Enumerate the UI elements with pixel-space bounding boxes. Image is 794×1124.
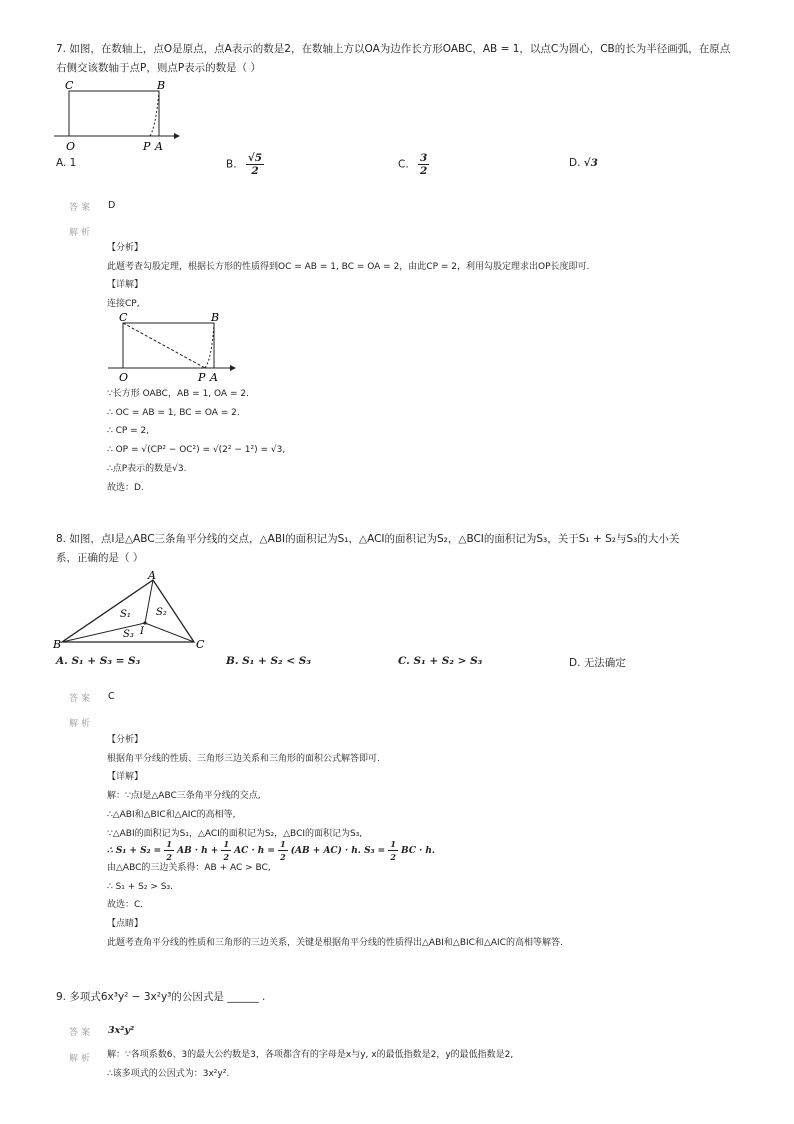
q8-analysis-line: 【点睛】 [107, 919, 144, 930]
q8-analysis-equation: ∴ S₁ + S₂ = $\frac{1}{2}$ AB · h + $\frac{1}{2}$ AC · h = $\frac{1}{2}$ (AB + AC) · h. S₃ = $\frac{1}{2}$ BC · h. [107, 839, 436, 862]
q8-label-A: A [148, 569, 156, 582]
q8-analysis-head [107, 731, 767, 843]
q7-option-b: B. $\frac{√5}{2}$ [226, 152, 263, 177]
q8-analysis-line: 由△ABC的三边关系得：AB + AC > BC, [107, 863, 271, 873]
q8-analysis-line: ∵△ABI的面积记为S₁，△ACI的面积记为S₂，△BCI的面积记为S₃, [107, 828, 363, 839]
q8-analysis-tail [107, 859, 767, 953]
q7-label-P: P [143, 140, 151, 153]
q8-label-S3: S₃ [123, 629, 134, 640]
q8-option-c: C. S₁ + S₂ > S₃ [398, 655, 483, 667]
q8-analysis-line: ∴ S₁ + S₂ > S₃. [107, 881, 173, 892]
q8-answer: C [108, 691, 115, 702]
q7s-label-O: O [119, 371, 129, 384]
q7-figure [52, 78, 182, 154]
q7-analysis-line: ∴ OP = √(CP² − OC²) = √(2² − 1²) = √3, [107, 445, 286, 456]
q7-analysis-label: 解析 [69, 228, 94, 238]
q8-analysis-line: ∴△ABI和△BIC和△AIC的高相等, [107, 809, 236, 820]
q9-answer-label: 答案 [69, 1028, 94, 1038]
q7s-label-C: C [119, 311, 128, 324]
q8-label-S2: S₂ [156, 607, 167, 618]
q7-analysis-line: 连接CP, [107, 299, 140, 310]
q7-stem-line1: 7. 如图，在数轴上，点O是原点，点A表示的数是2，在数轴上方以OA为边作长方形OABC，AB = 1，以点C为圆心，CB的长为半径画弧，在原点 [56, 43, 731, 55]
q8-label-I: I [140, 626, 144, 637]
q8-option-a: A. S₁ + S₃ = S₃ [56, 655, 141, 667]
q8-option-d: D. 无法确定 [569, 657, 626, 669]
q8-analysis-line: 根据角平分线的性质、三角形三边关系和三角形的面积公式解答即可. [107, 753, 380, 764]
q7-analysis-line: ∴点P表示的数是√3. [107, 463, 187, 474]
q8-answer-label: 答案 [69, 694, 94, 704]
q7-label-A: A [155, 140, 163, 153]
q7-analysis-line: ∴ CP = 2, [107, 426, 150, 437]
q7-analysis-line: 故选：D. [107, 482, 144, 493]
q9-analysis [107, 1046, 767, 1083]
q7s-label-P: P [198, 371, 206, 384]
q9-analysis-line: 解：∵各项系数6、3的最大公约数是3，各项都含有的字母是x与y, x的最低指数是2，y的最低指数是2, [107, 1050, 514, 1060]
q8-analysis-line: 【分析】 [107, 735, 144, 745]
q7-analysis-line: ∴ OC = AB = 1, BC = OA = 2. [107, 407, 240, 418]
q7-label-C: C [65, 79, 74, 92]
q8-analysis-line: 解：∵点I是△ABC三条角平分线的交点, [107, 791, 261, 802]
q7s-label-A: A [210, 371, 218, 384]
q8-stem [56, 530, 786, 568]
q8-label-S1: S₁ [120, 609, 131, 620]
q7-label-B: B [157, 79, 166, 92]
q7-analysis-top [107, 239, 767, 314]
q7-solution-figure [106, 310, 241, 384]
q8-option-b: B. S₁ + S₂ < S₃ [226, 655, 311, 667]
q9-answer: 3x²y² [108, 1025, 135, 1036]
q7-stem-line2: 右侧交该数轴于点P，则点P表示的数是（ ） [56, 62, 262, 74]
q9-analysis-label: 解析 [69, 1054, 94, 1064]
q7-answer: D [108, 200, 116, 211]
q7-analysis-line: 此题考查勾股定理，根据长方形的性质得到OC = AB = 1, BC = OA = 2，由此CP = 2，利用勾股定理求出OP长度即可. [107, 261, 590, 272]
q8-analysis-line: 此题考查角平分线的性质和三角形的三边关系，关键是根据角平分线的性质得出△ABI和△BIC和△AIC的高相等解答. [107, 937, 563, 948]
q8-label-C: C [196, 638, 205, 651]
q8-analysis-line: 故选：C. [107, 900, 144, 911]
q8-stem-line2: 系，正确的是（ ） [56, 552, 144, 564]
q7-analysis-line: ∵长方形 OABC，AB = 1, OA = 2. [107, 389, 249, 399]
q9-analysis-line: ∴该多项式的公因式为：3x²y². [107, 1068, 230, 1079]
q8-stem-line1: 8. 如图，点I是△ABC三条角平分线的交点，△ABI的面积记为S₁，△ACI的面积记为S₂，△BCI的面积记为S₃，关于S₁ + S₂与S₃的大小关 [56, 533, 680, 545]
q7-answer-label: 答案 [69, 203, 94, 213]
q8-analysis-label: 解析 [69, 719, 94, 729]
q7-option-a: A. 1 [56, 157, 77, 169]
q8-analysis-line: 【详解】 [107, 772, 144, 783]
q7-option-d: D. √3 [569, 157, 598, 169]
q7-analysis-line: 【详解】 [107, 280, 144, 291]
q9-stem: 9. 多项式6x³y² − 3x²y³的公因式是 ______ . [56, 991, 266, 1003]
q7-stem [56, 40, 786, 78]
q7-analysis-bottom [107, 385, 767, 497]
q7-option-c: C. $\frac{3}{2}$ [398, 152, 428, 177]
q8-label-B: B [53, 638, 62, 651]
q7-analysis-line: 【分析】 [107, 243, 144, 253]
q8-figure [50, 568, 210, 652]
q7-label-O: O [66, 140, 76, 153]
q7s-label-B: B [211, 311, 220, 324]
